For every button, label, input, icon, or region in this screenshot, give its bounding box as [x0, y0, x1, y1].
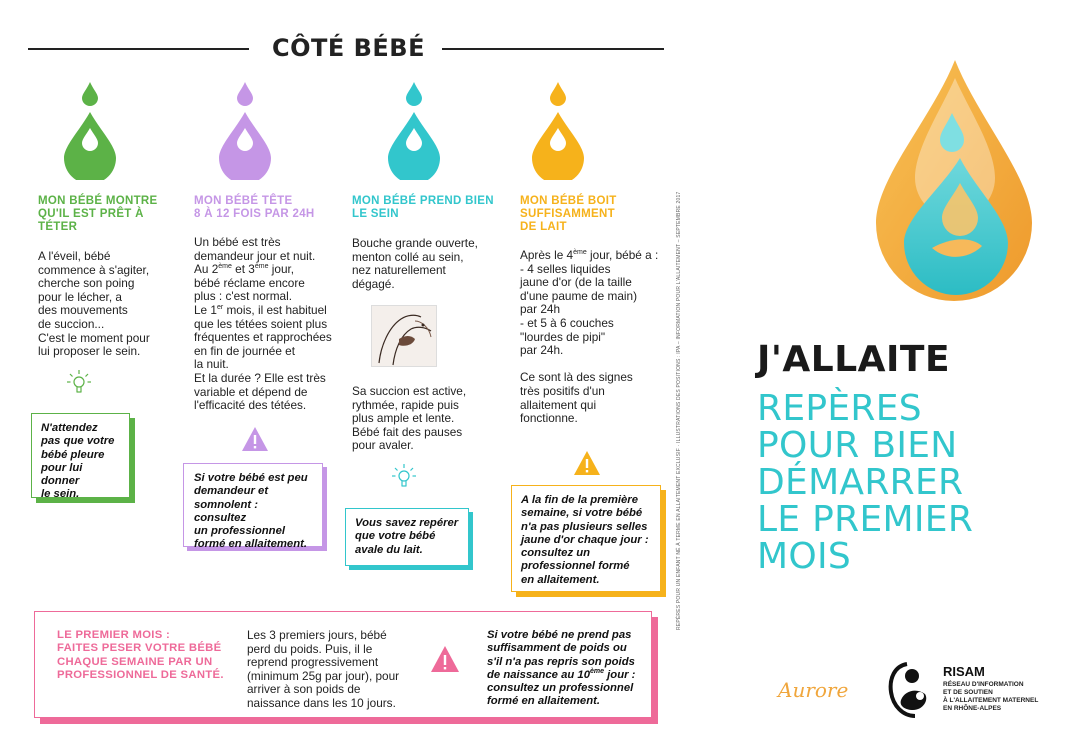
col4-body-b: jour, bébé a : [586, 248, 659, 262]
main-title: J'ALLAITE [757, 339, 951, 380]
drop-icon-green [60, 80, 120, 180]
vertical-credits: REPÈRES POUR UN ENFANT NÉ À TERME EN ALLAITEMENT EXCLUSIF · ILLUSTRATIONS DES POSITIONS : IPA – INFORMATION POUR L'ALLAITEMENT – SEPTEMBRE 2017 [676, 191, 682, 630]
header-rule-right [442, 48, 664, 50]
drop-icon-teal [384, 80, 444, 180]
col3-title: MON BÉBÉ PREND BIEN LE SEIN [352, 195, 494, 220]
col2-body-sup2: ème [254, 263, 269, 271]
banner-warning-b: jour : consultez un professionnel formé en allaitement. [487, 668, 636, 708]
warning-icon [429, 644, 461, 674]
banner-warning-sup: ème [590, 668, 605, 676]
col2-body-sup1: ème [218, 263, 232, 271]
breastfeeding-illustration [371, 305, 437, 367]
banner-warning-a: Si votre bébé ne prend pas suffisamment de poids ou s'il n'a pas repris son poids de naissance au 10 [487, 629, 635, 681]
col2-body [194, 236, 344, 413]
col2-title-line2: 8 À 12 FOIS PAR 24H [194, 208, 315, 220]
col4-callout: A la fin de la première semaine, si votre bébé n'a pas plusieurs selles jaune d'or chaque jour : consultez un professionnel formé en allaitement. [511, 485, 661, 592]
risam-name: RISAM [943, 664, 985, 679]
col2-body-sup3: er [216, 304, 224, 312]
col2-title [194, 195, 334, 221]
hero-drop-icon [860, 58, 1040, 308]
lightbulb-icon [391, 462, 417, 490]
bottom-banner [34, 611, 652, 718]
col2-body-p2b: et 3 [231, 262, 255, 277]
lightbulb-icon [66, 368, 92, 396]
col2-body-p2c: jour, [268, 262, 295, 277]
col1-body: A l'éveil, bébé commence à s'agiter, cherche son poing pour le lécher, a des mouvements de succion... C'est le moment pour lui proposer le sein. [38, 249, 150, 359]
col1-title: MON BÉBÉ MONTRE QU'IL EST PRÊT À TÉTER [38, 195, 158, 233]
section-title: CÔTÉ BÉBÉ [271, 34, 425, 62]
main-subtitle: REPÈRES POUR BIEN DÉMARRER LE PREMIER MOIS [757, 388, 974, 577]
col2-body-p4a: Le 1 [194, 302, 217, 317]
col4-title: MON BÉBÉ BOIT SUFFISAMMENT DE LAIT [520, 195, 617, 233]
risam-logo-icon [887, 660, 937, 720]
warning-icon [240, 425, 270, 453]
col4-body-sup: ème [573, 249, 587, 257]
col4-body-rest: - 4 selles liquides jaune d'or (de la taille d'une paume de main) par 24h - et 5 à 6 couches "lourdes de pipi" par 24h. Ce sont là des signes très positifs d'un allaitement qui fonctionne. [520, 261, 638, 426]
col3-body-top: Bouche grande ouverte, menton collé au sein, nez naturellement dégagé. [352, 236, 478, 291]
col3-callout: Vous savez repérer que votre bébé avale du lait. [345, 508, 469, 566]
col4-body [520, 249, 670, 426]
col1-callout: N'attendez pas que votre bébé pleure pour lui donner le sein. [31, 413, 130, 498]
header-rule-left [28, 48, 249, 50]
banner-body: Les 3 premiers jours, bébé perd du poids. Puis, il le reprend progressivement (minimum 25g par jour), pour arriver à son poids de naissance dans les 10 jours. [247, 628, 400, 710]
col4-body-a: Après le 4 [520, 248, 574, 262]
col2-body-p2a: Au 2 [194, 262, 219, 277]
col2-title-line1: MON BÉBÉ TÊTE [194, 195, 293, 207]
aurore-logo: Aurore [778, 678, 849, 702]
col2-callout: Si votre bébé est peu demandeur et somnolent : consultez un professionnel formé en allaitement. [183, 463, 323, 547]
banner-title: LE PREMIER MOIS : FAITES PESER VOTRE BÉBÉ CHAQUE SEMAINE PAR UN PROFESSIONNEL DE SANTÉ. [57, 629, 224, 681]
col2-body-p4b: mois, il est habituel [223, 302, 327, 317]
col2-body-p1: Un bébé est très demandeur jour et nuit. [194, 235, 316, 263]
col2-body-p5: que les tétées soient plus fréquentes et rapprochées en fin de journée et la nuit. Et la durée ? Elle est très variable et dépend de l'efficacité des tétées. [194, 316, 332, 413]
drop-icon-purple [215, 80, 275, 180]
col3-body-bottom: Sa succion est active, rythmée, rapide puis plus ample et lente. Bébé fait des pauses pour avaler. [352, 384, 467, 453]
risam-subtitle: RÉSEAU D'INFORMATION ET DE SOUTIEN À L'ALLAITEMENT MATERNEL EN RHÔNE-ALPES [943, 681, 1039, 712]
col2-body-p3: bébé réclame encore plus : c'est normal. [194, 275, 305, 304]
banner-warning [487, 629, 649, 709]
warning-icon [572, 449, 602, 477]
drop-icon-orange [528, 80, 588, 180]
